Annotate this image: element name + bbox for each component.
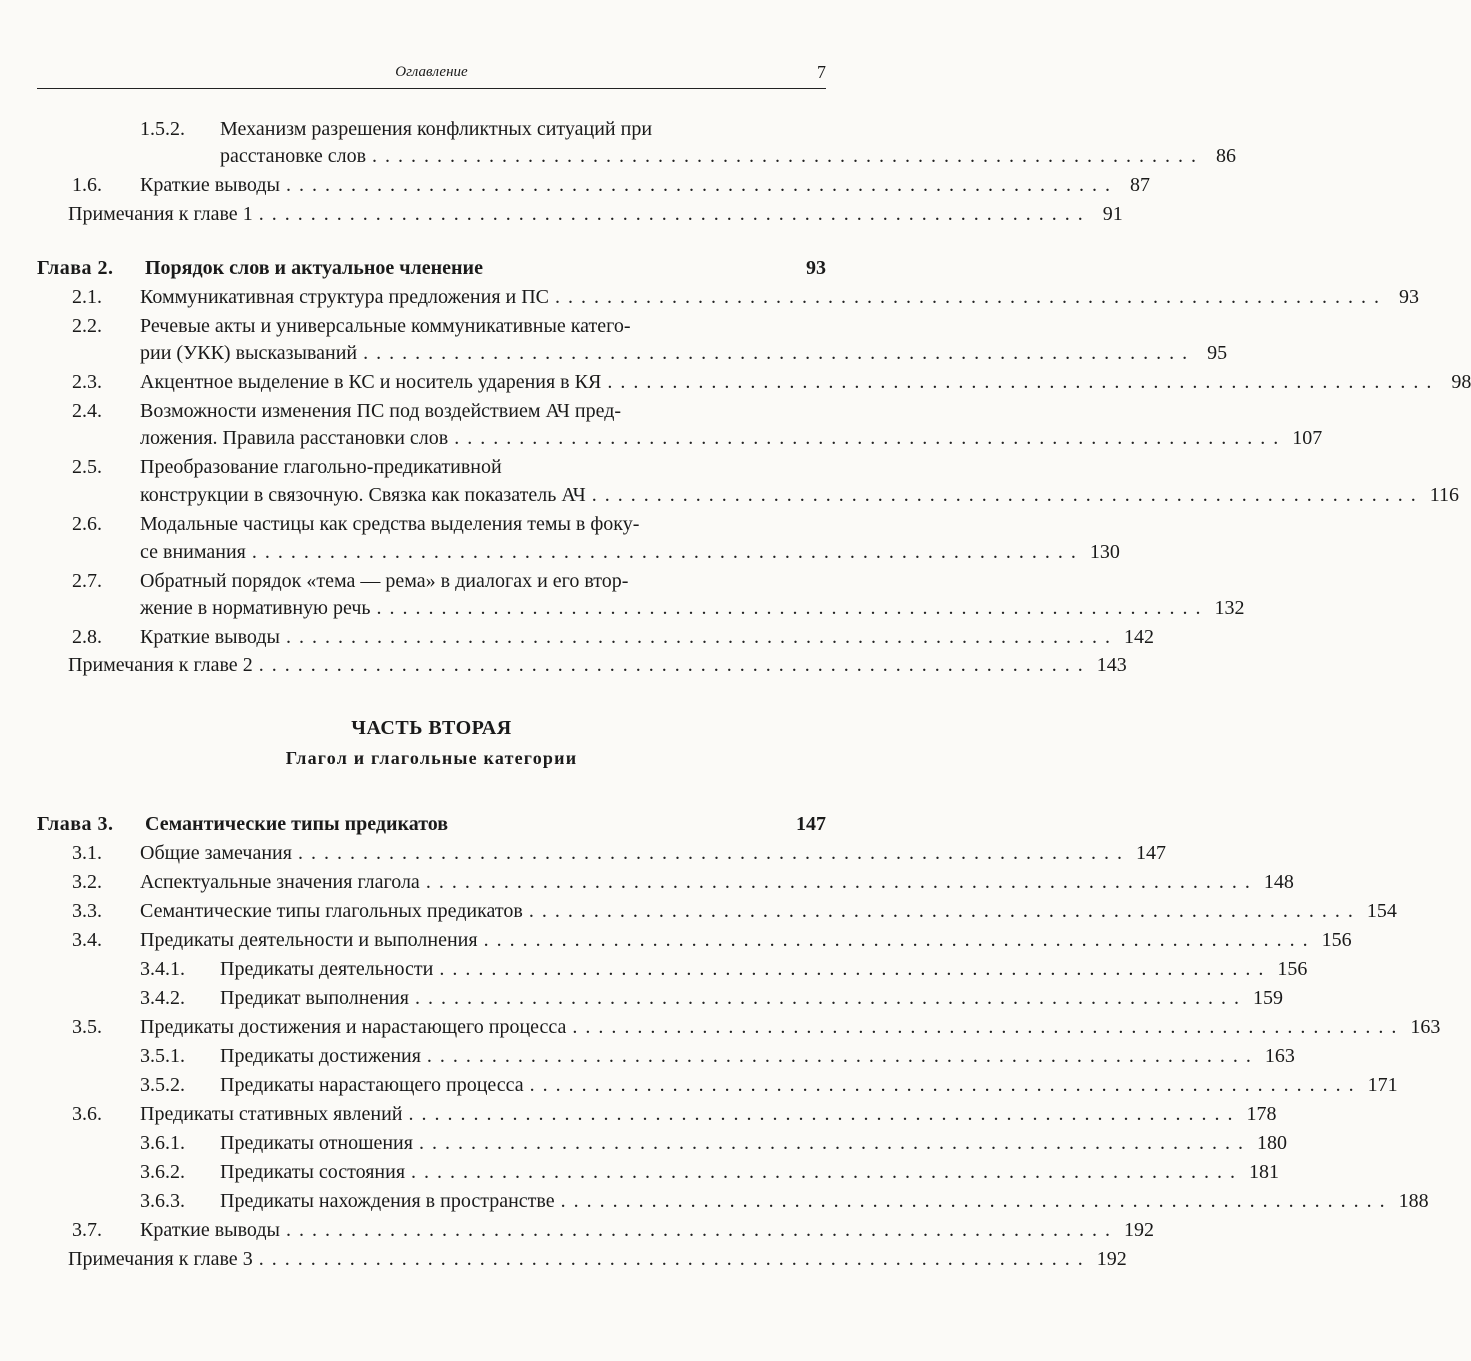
entry-title: Семантические типы глагольных предикатов xyxy=(140,900,523,922)
toc-entry-2-2-cont: рии (УКК) высказываний ................................................................ 95 xyxy=(37,338,826,368)
toc-entry-3-4-1: 3.4.1. Предикаты деятельности ................................................................ 156 xyxy=(37,954,826,984)
entry-page: 107 xyxy=(1292,427,1323,449)
toc-entry-2-6-cont: се внимания ................................................................ 130 xyxy=(37,537,826,567)
entry-number: 3.6.1. xyxy=(140,1132,185,1154)
entry-page: 130 xyxy=(1089,541,1120,563)
entry-page: 192 xyxy=(1096,1248,1127,1270)
entry-page: 156 xyxy=(1277,958,1308,980)
chapter-title: Семантические типы предикатов xyxy=(145,813,449,835)
entry-page: 147 xyxy=(1135,842,1166,864)
toc-entry-2-5-cont: конструкции в связочную. Связка как показатель АЧ ................................................................ 116 xyxy=(37,480,826,510)
entry-number: 3.6.2. xyxy=(140,1161,185,1183)
toc-entry-3-6-3: 3.6.3. Предикаты нахождения в пространстве ................................................................ 188 xyxy=(37,1186,826,1216)
entry-number: 3.6. xyxy=(72,1103,102,1125)
toc-entry-notes-3: Примечания к главе 3 ................................................................ 192 xyxy=(37,1244,826,1274)
entry-number: 3.7. xyxy=(72,1219,102,1241)
entry-number: 2.4. xyxy=(72,400,102,422)
entry-title: Предикаты отношения xyxy=(220,1132,413,1154)
toc-entry-2-7 xyxy=(37,566,826,596)
toc-entry-3-2: 3.2. Аспектуальные значения глагола ................................................................ 148 xyxy=(37,867,826,897)
entry-title: Возможности изменения ПС под воздействием АЧ пред- xyxy=(140,400,622,422)
toc-entry-3-5-1: 3.5.1. Предикаты достижения ................................................................ 163 xyxy=(37,1041,826,1071)
entry-page: 143 xyxy=(1096,654,1127,676)
entry-page: 93 xyxy=(806,257,826,279)
toc-entry-1-6: 1.6. Краткие выводы ................................................................ 87 xyxy=(37,170,826,200)
entry-title: Примечания к главе 3 xyxy=(68,1248,253,1270)
entry-title: Предикат выполнения xyxy=(220,987,409,1009)
entry-number: 3.4. xyxy=(72,929,102,951)
entry-number: 2.7. xyxy=(72,570,102,592)
toc-entry-3-7: 3.7. Краткие выводы ................................................................ 192 xyxy=(37,1215,826,1245)
entry-title-cont: ложения. Правила расстановки слов xyxy=(140,427,449,449)
entry-page: 147 xyxy=(796,813,826,835)
entry-number: 2.3. xyxy=(72,371,102,393)
entry-page: 163 xyxy=(1264,1045,1295,1067)
entry-page: 178 xyxy=(1246,1103,1277,1125)
entry-title: Предикаты деятельности xyxy=(220,958,434,980)
entry-number: 2.5. xyxy=(72,456,102,478)
entry-number: 2.6. xyxy=(72,513,102,535)
entry-number: 1.5.2. xyxy=(140,118,185,140)
entry-number: 3.5.2. xyxy=(140,1074,185,1096)
entry-page: 91 xyxy=(1102,203,1123,225)
toc-entry-2-8: 2.8. Краткие выводы ................................................................ 142 xyxy=(37,622,826,652)
toc-entry-3-5-2: 3.5.2. Предикаты нарастающего процесса ................................................................ 171 xyxy=(37,1070,826,1100)
toc-entry-3-5: 3.5. Предикаты достижения и нарастающего процесса ................................................................ 163 xyxy=(37,1012,826,1042)
entry-page: 142 xyxy=(1123,626,1154,648)
entry-title: Механизм разрешения конфликтных ситуаций при xyxy=(220,118,653,140)
part-title: ЧАСТЬ ВТОРАЯ xyxy=(351,717,512,739)
entry-title: Предикаты состояния xyxy=(220,1161,406,1183)
entry-number: 1.6. xyxy=(72,174,102,196)
entry-number: 2.2. xyxy=(72,315,102,337)
entry-title: Предикаты достижения xyxy=(220,1045,421,1067)
entry-page: 181 xyxy=(1249,1161,1280,1183)
toc-entry-3-4: 3.4. Предикаты деятельности и выполнения ................................................................ 156 xyxy=(37,925,826,955)
entry-title: Акцентное выделение в КС и носитель ударения в КЯ xyxy=(140,371,602,393)
entry-page: 154 xyxy=(1366,900,1397,922)
entry-title: Предикаты деятельности и выполнения xyxy=(140,929,478,951)
entry-number: 2.8. xyxy=(72,626,102,648)
toc-entry-1-5-2-cont: расстановке слов ................................................................ 86 xyxy=(37,141,826,171)
entry-number: 3.2. xyxy=(72,871,102,893)
toc-entry-3-1: 3.1. Общие замечания ................................................................ 147 xyxy=(37,838,826,868)
entry-number: 3.3. xyxy=(72,900,102,922)
chapter-number: Глава 2. xyxy=(37,257,114,279)
entry-title-cont: жение в нормативную речь xyxy=(140,597,371,619)
toc-entry-2-3: 2.3. Акцентное выделение в КС и носитель ударения в КЯ ................................................................ 98 xyxy=(37,367,826,397)
entry-page: 159 xyxy=(1252,987,1283,1009)
entry-page: 86 xyxy=(1216,145,1237,167)
entry-page: 148 xyxy=(1263,871,1294,893)
chapter-title: Порядок слов и актуальное членение xyxy=(145,257,483,279)
entry-title: Речевые акты и универсальные коммуникативные катего- xyxy=(140,315,631,337)
entry-title: Модальные частицы как средства выделения темы в фоку- xyxy=(140,513,640,535)
entry-number: 3.4.2. xyxy=(140,987,185,1009)
toc-entry-2-1: 2.1. Коммуникативная структура предложения и ПС ................................................................ 93 xyxy=(37,282,826,312)
toc-entry-2-5 xyxy=(37,452,826,482)
entry-page: 98 xyxy=(1451,371,1471,393)
toc-entry-2-4 xyxy=(37,396,826,426)
entry-title-cont: расстановке слов xyxy=(220,145,367,167)
entry-page: 95 xyxy=(1207,342,1228,364)
entry-title-cont: рии (УКК) высказываний xyxy=(140,342,358,364)
page-number: 7 xyxy=(817,62,826,82)
entry-page: 87 xyxy=(1129,174,1150,196)
entry-page: 180 xyxy=(1256,1132,1287,1154)
entry-title: Предикаты стативных явлений xyxy=(140,1103,403,1125)
entry-number: 3.5. xyxy=(72,1016,102,1038)
entry-title: Общие замечания xyxy=(140,842,292,864)
toc-entry-2-6 xyxy=(37,509,826,539)
toc-entry-2-4-cont: ложения. Правила расстановки слов ................................................................ 107 xyxy=(37,423,826,453)
entry-number: 2.1. xyxy=(72,286,102,308)
running-head-title: Оглавление xyxy=(395,64,468,80)
toc-entry-2-2 xyxy=(37,311,826,341)
entry-number: 3.1. xyxy=(72,842,102,864)
entry-title: Предикаты нарастающего процесса xyxy=(220,1074,524,1096)
toc-entry-3-4-2: 3.4.2. Предикат выполнения ................................................................ 159 xyxy=(37,983,826,1013)
entry-title: Краткие выводы xyxy=(140,174,280,196)
entry-page: 188 xyxy=(1398,1190,1429,1212)
toc-entry-1-5-2 xyxy=(37,114,826,144)
entry-page: 163 xyxy=(1410,1016,1441,1038)
entry-title: Примечания к главе 2 xyxy=(68,654,253,676)
entry-title: Предикаты нахождения в пространстве xyxy=(220,1190,555,1212)
entry-title: Аспектуальные значения глагола xyxy=(140,871,420,893)
entry-title: Коммуникативная структура предложения и ПС xyxy=(140,286,550,308)
toc-entry-3-6-1: 3.6.1. Предикаты отношения ................................................................ 180 xyxy=(37,1128,826,1158)
toc-chapter-3 xyxy=(37,809,826,839)
entry-title-cont: се внимания xyxy=(140,541,246,563)
entry-title: Краткие выводы xyxy=(140,626,280,648)
entry-title: Примечания к главе 1 xyxy=(68,203,253,225)
chapter-number: Глава 3. xyxy=(37,813,114,835)
entry-page: 93 xyxy=(1399,286,1420,308)
toc-entry-3-3: 3.3. Семантические типы глагольных предикатов ................................................................ 154 xyxy=(37,896,826,926)
entry-number: 3.5.1. xyxy=(140,1045,185,1067)
entry-page: 192 xyxy=(1123,1219,1154,1241)
entry-number: 3.4.1. xyxy=(140,958,185,980)
entry-page: 156 xyxy=(1321,929,1352,951)
toc-entry-2-7-cont: жение в нормативную речь ................................................................ 132 xyxy=(37,593,826,623)
toc-entry-notes-1: Примечания к главе 1 ................................................................ 91 xyxy=(37,199,826,229)
entry-number: 3.6.3. xyxy=(140,1190,185,1212)
entry-title: Преобразование глагольно-предикативной xyxy=(140,456,502,478)
entry-page: 171 xyxy=(1367,1074,1398,1096)
entry-title: Предикаты достижения и нарастающего процесса xyxy=(140,1016,567,1038)
entry-page: 132 xyxy=(1214,597,1245,619)
entry-title: Краткие выводы xyxy=(140,1219,280,1241)
running-head xyxy=(37,62,826,89)
entry-title-cont: конструкции в связочную. Связка как показатель АЧ xyxy=(140,484,586,506)
entry-page: 116 xyxy=(1429,484,1460,506)
part-subtitle: Глагол и глагольные категории xyxy=(285,748,578,768)
toc-entry-notes-2: Примечания к главе 2 ................................................................ 143 xyxy=(37,650,826,680)
toc-entry-3-6: 3.6. Предикаты стативных явлений ................................................................ 178 xyxy=(37,1099,826,1129)
entry-title: Обратный порядок «тема — рема» в диалогах и его втор- xyxy=(140,570,629,592)
toc-entry-3-6-2: 3.6.2. Предикаты состояния ................................................................ 181 xyxy=(37,1157,826,1187)
toc-chapter-2 xyxy=(37,253,826,283)
